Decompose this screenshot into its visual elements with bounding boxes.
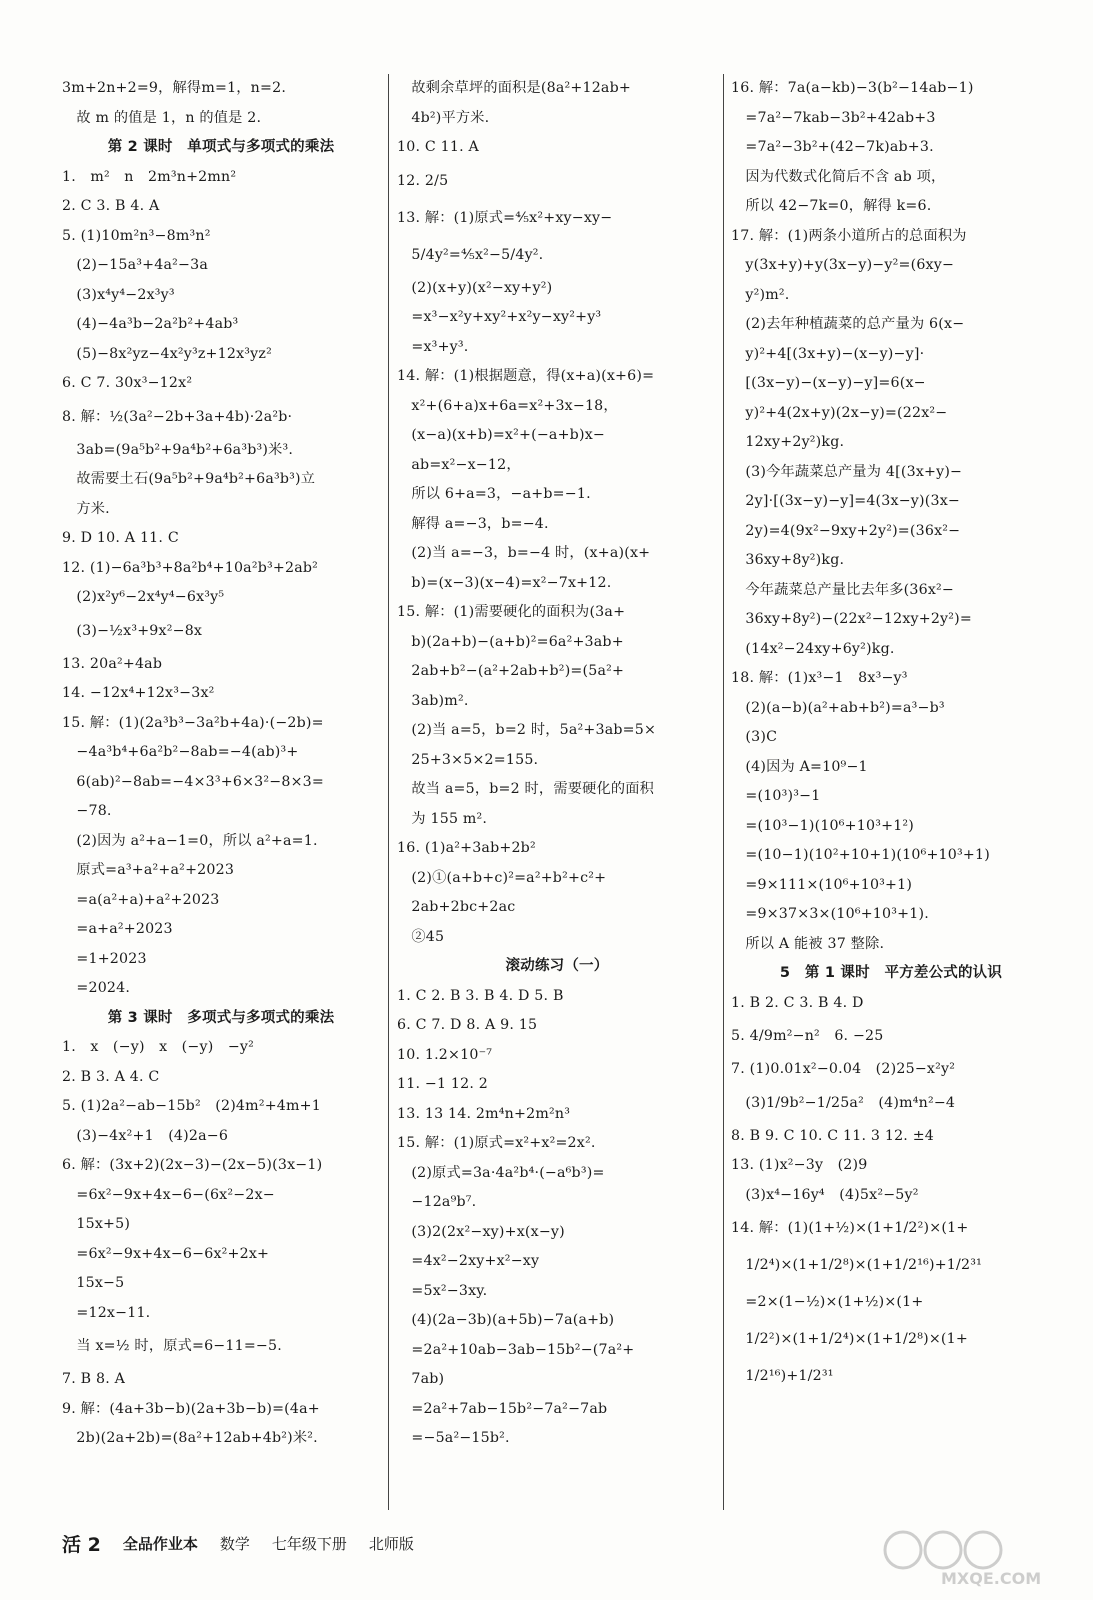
- edition-label: 北师版: [368, 1534, 414, 1553]
- section-heading: 5 第 1 课时 平方差公式的认识: [779, 965, 1003, 981]
- grade-label: 七年级下册: [271, 1534, 347, 1553]
- answer-line: y(3x+y)+y(3x−y)−y²=(6xy−: [731, 257, 955, 273]
- answer-line: =−5a²−15b².: [397, 1430, 510, 1446]
- answer-line: 故剩余草坪的面积是(8a²+12ab+: [397, 80, 631, 96]
- answer-column-3: [731, 74, 1051, 1395]
- answer-column-2: [397, 74, 717, 1454]
- answer-line: 3ab)m².: [397, 692, 469, 709]
- answer-line: (2)(x+y)(x²−xy+y²): [397, 279, 553, 296]
- answer-line: 8. B 9. C 10. C 11. 3 12. ±4: [731, 1127, 935, 1144]
- watermark-circle-icon: [965, 1532, 1001, 1568]
- answer-line: 5. (1)2a²−ab−15b² (2)4m²+4m+1: [62, 1098, 321, 1114]
- answer-line: 3ab=(9a⁵b²+9a⁴b²+6a³b³)米³.: [62, 441, 294, 458]
- answer-line: (3)−4x²+1 (4)2a−6: [62, 1127, 229, 1144]
- answer-line: =2024.: [62, 980, 131, 996]
- answer-line: 1. m² n 2m³n+2mn²: [62, 168, 237, 185]
- page-num: 2: [87, 1533, 101, 1556]
- answer-line: =9×37×3×(10⁶+10³+1).: [731, 906, 929, 922]
- answer-line: 12. 2/5: [397, 172, 449, 189]
- answer-line: (2)当 a=5，b=2 时，5a²+3ab=5×: [397, 722, 657, 738]
- section-heading: 第 3 课时 多项式与多项式的乘法: [107, 1009, 335, 1026]
- answer-line: 2. B 3. A 4. C: [62, 1068, 160, 1085]
- answer-line: (2)去年种植蔬菜的总产量为 6(x−: [731, 316, 965, 332]
- answer-line: 当 x=½ 时，原式=6−11=−5.: [62, 1338, 282, 1354]
- answer-line: =1+2023: [62, 950, 147, 967]
- answer-line: 2. C 3. B 4. A: [62, 198, 160, 214]
- answer-line: ②45: [397, 928, 445, 945]
- answer-line: 15. 解：(1)原式=x²+x²=2x².: [397, 1135, 596, 1151]
- answer-line: 1. B 2. C 3. B 4. D: [731, 994, 864, 1011]
- answer-line: 原式=a³+a²+a²+2023: [62, 862, 235, 878]
- answer-line: 36xy+8y²)kg.: [731, 552, 845, 568]
- answer-line: 12. (1)−6a³b³+8a²b⁴+10a²b³+2ab²: [62, 559, 319, 576]
- answer-line: x²+(6+a)x+6a=x²+3x−18，: [397, 397, 618, 414]
- answer-line: (3)今年蔬菜总产量为 4[(3x+y)−: [731, 463, 963, 480]
- answer-line: 方米.: [62, 500, 110, 517]
- answer-line: 3m+2n+2=9，解得m=1，n=2.: [62, 80, 287, 96]
- answer-line: (3)C: [731, 729, 778, 745]
- answer-line: 14. 解：(1)(1+½)×(1+1/2²)×(1+: [731, 1220, 969, 1236]
- answer-line: 25+3×5×2=155.: [397, 751, 539, 768]
- answer-line: (2)原式=3a·4a²b⁴·(−a⁶b³)=: [397, 1164, 605, 1181]
- answer-line: =9×111×(10⁶+10³+1): [731, 876, 913, 893]
- answer-line: (4)−4a³b−2a²b²+4ab³: [62, 316, 239, 332]
- answer-line: 2b)(2a+2b)=(8a²+12ab+4b²)米².: [62, 1430, 318, 1446]
- answer-line: (3)x⁴−16y⁴ (4)5x²−5y²: [731, 1186, 919, 1203]
- answer-line: 9. 解：(4a+3b−b)(2a+3b−b)=(4a+: [62, 1400, 320, 1417]
- answer-line: (x−a)(x+b)=x²+(−a+b)x−: [397, 427, 605, 443]
- answer-line: 36xy+8y²)−(22x²−12xy+2y²)=: [731, 611, 972, 627]
- answer-line: =(10−1)(10²+10+1)(10⁶+10³+1): [731, 847, 990, 863]
- answer-line: 1/2²)×(1+1/2⁴)×(1+1/2⁸)×(1+: [731, 1331, 968, 1347]
- answer-line: =7a²−7kab−3b²+42ab+3: [731, 109, 936, 126]
- answer-line: 10. C 11. A: [397, 139, 479, 155]
- answer-line: =2a²+10ab−3ab−15b²−(7a²+: [397, 1341, 635, 1358]
- answer-line: =(10³−1)(10⁶+10³+1²): [731, 817, 915, 834]
- column-divider: [723, 74, 724, 1510]
- answer-line: 13. 20a²+4ab: [62, 655, 163, 672]
- page-footer: [62, 1528, 414, 1558]
- answer-line: 所以 6+a=3，−a+b=−1.: [397, 486, 591, 502]
- answer-line: 13. 13 14. 2m⁴n+2m²n³: [397, 1105, 571, 1122]
- answer-line: 4b²)平方米.: [397, 109, 490, 126]
- answer-line: 12xy+2y²)kg.: [731, 434, 845, 450]
- answer-line: 2ab+2bc+2ac: [397, 899, 516, 915]
- answer-line: (3)2(2x²−xy)+x(x−y): [397, 1223, 565, 1240]
- answer-line: 5. 4/9m²−n² 6. −25: [731, 1028, 884, 1044]
- answer-line: 2ab+b²−(a²+2ab+b²)=(5a²+: [397, 663, 625, 679]
- answer-line: 故需要土石(9a⁵b²+9a⁴b²+6a³b³)立: [62, 471, 316, 487]
- answer-line: 15x+5): [62, 1216, 131, 1232]
- answer-line: 14. −12x⁴+12x³−3x²: [62, 685, 215, 701]
- answer-line: =x³+y³.: [397, 338, 469, 355]
- answer-line: 15x−5: [62, 1275, 125, 1291]
- answer-line: y²)m².: [731, 286, 790, 303]
- answer-line: =2a²+7ab−15b²−7a²−7ab: [397, 1400, 608, 1417]
- watermark-circle-icon: [885, 1532, 921, 1568]
- answer-line: 14. 解：(1)根据题意，得(x+a)(x+6)=: [397, 368, 655, 384]
- answer-line: =5x²−3xy.: [397, 1282, 488, 1299]
- answer-line: (14x²−24xy+6y²)kg.: [731, 640, 895, 657]
- answer-line: 6. C 7. 30x³−12x²: [62, 375, 193, 391]
- answer-line: (2)因为 a²+a−1=0，所以 a²+a=1.: [62, 832, 318, 849]
- answer-line: 故当 a=5，b=2 时，需要硬化的面积: [397, 781, 655, 797]
- answer-line: (2)−15a³+4a²−3a: [62, 257, 209, 273]
- answer-line: =4x²−2xy+x²−xy: [397, 1253, 540, 1269]
- answer-line: 15. 解：(1)(2a³b³−3a²b+4a)·(−2b)=: [62, 714, 324, 731]
- answer-line: [(3x−y)−(x−y)−y]=6(x−: [731, 375, 926, 391]
- answer-line: −4a³b⁴+6a²b²−8ab=−4(ab)³+: [62, 744, 299, 760]
- answer-line: b)=(x−3)(x−4)=x²−7x+12.: [397, 574, 612, 591]
- answer-line: =6x²−9x+4x−6−(6x²−2x−: [62, 1186, 275, 1203]
- answer-line: =a+a²+2023: [62, 921, 173, 937]
- answer-line: (2)(a−b)(a²+ab+b²)=a³−b³: [731, 699, 945, 716]
- answer-line: 今年蔬菜总产量比去年多(36x²−: [731, 581, 955, 598]
- answer-line: 17. 解：(1)两条小道所占的总面积为: [731, 227, 967, 244]
- answer-line: 16. (1)a²+3ab+2b²: [397, 840, 536, 856]
- watermark-circle-icon: [925, 1532, 961, 1568]
- section-heading: 滚动练习（一）: [505, 958, 609, 974]
- answer-line: (2)x²y⁶−2x⁴y⁴−6x³y⁵: [62, 589, 225, 605]
- answer-line: 13. (1)x²−3y (2)9: [731, 1157, 868, 1173]
- answer-line: =x³−x²y+xy²+x²y−xy²+y³: [397, 309, 602, 325]
- answer-line: 16. 解：7a(a−kb)−3(b²−14ab−1): [731, 80, 974, 96]
- answer-line: (3)1/9b²−1/25a² (4)m⁴n²−4: [731, 1094, 956, 1111]
- page-prefix: 活: [62, 1533, 82, 1556]
- watermark-text: MXQE.COM: [941, 1569, 1042, 1588]
- answer-line: ab=x²−x−12，: [397, 456, 521, 473]
- answer-line: =6x²−9x+4x−6−6x²+2x+: [62, 1245, 270, 1262]
- answer-line: 所以 42−7k=0，解得 k=6.: [731, 198, 932, 214]
- watermark-logo: [881, 1520, 1081, 1590]
- answer-line: 1. x (−y) x (−y) −y²: [62, 1039, 255, 1055]
- answer-line: 6(ab)²−8ab=−4×3³+6×3²−8×3=: [62, 773, 325, 790]
- subject-label: 数学: [219, 1534, 250, 1553]
- answer-line: 6. C 7. D 8. A 9. 15: [397, 1017, 538, 1033]
- answer-line: (4)(2a−3b)(a+5b)−7a(a+b): [397, 1312, 615, 1328]
- answer-line: 2y)=4(9x²−9xy+2y²)=(36x²−: [731, 522, 961, 539]
- answer-line: 因为代数式化简后不含 ab 项，: [731, 168, 946, 185]
- answer-line: y)²+4(2x+y)(2x−y)=(22x²−: [731, 404, 948, 421]
- book-title: 全品作业本: [122, 1534, 198, 1553]
- answer-line: 故 m 的值是 1，n 的值是 2.: [62, 109, 262, 126]
- answer-line: 所以 A 能被 37 整除.: [731, 935, 885, 952]
- answer-line: 6. 解：(3x+2)(2x−3)−(2x−5)(3x−1): [62, 1157, 323, 1173]
- answer-line: −78.: [62, 803, 112, 819]
- page-number: [62, 1530, 101, 1557]
- answer-line: (3)−½x³+9x²−8x: [62, 622, 203, 639]
- answer-column-1: [62, 74, 380, 1454]
- answer-line: =2×(1−½)×(1+½)×(1+: [731, 1294, 924, 1310]
- answer-line: (2)当 a=−3，b=−4 时，(x+a)(x+: [397, 545, 651, 561]
- answer-line: −12a⁹b⁷.: [397, 1194, 477, 1210]
- answer-line: 13. 解：(1)原式=⅘x²+xy−xy−: [397, 209, 613, 226]
- column-divider: [388, 74, 389, 1510]
- answer-line: 7. B 8. A: [62, 1371, 126, 1387]
- answer-line: b)(2a+b)−(a+b)²=6a²+3ab+: [397, 633, 624, 650]
- answer-line: y)²+4[(3x+y)−(x−y)−y]·: [731, 345, 925, 362]
- answer-line: 解得 a=−3，b=−4.: [397, 515, 549, 532]
- answer-line: 7. (1)0.01x²−0.04 (2)25−x²y²: [731, 1061, 956, 1077]
- answer-line: =a(a²+a)+a²+2023: [62, 891, 220, 908]
- answer-line: 1/2¹⁶)+1/2³¹: [731, 1368, 834, 1384]
- answer-line: (4)因为 A=10⁹−1: [731, 758, 868, 775]
- answer-line: 5. (1)10m²n³−8m³n²: [62, 227, 211, 244]
- answer-line: =12x−11.: [62, 1304, 151, 1321]
- answer-line: 为 155 m².: [397, 810, 488, 827]
- answer-line: 1. C 2. B 3. B 4. D 5. B: [397, 987, 564, 1004]
- answer-line: 1/2⁴)×(1+1/2⁸)×(1+1/2¹⁶)+1/2³¹: [731, 1257, 983, 1273]
- answer-line: 15. 解：(1)需要硬化的面积为(3a+: [397, 604, 626, 620]
- answer-line: 10. 1.2×10⁻⁷: [397, 1046, 493, 1063]
- answer-line: 8. 解：½(3a²−2b+3a+4b)·2a²b·: [62, 408, 293, 425]
- answer-line: 5/4y²=⅘x²−5/4y².: [397, 246, 544, 263]
- answer-line: (2)①(a+b+c)²=a²+b²+c²+: [397, 869, 607, 886]
- answer-line: (5)−8x²yz−4x²y³z+12x³yz²: [62, 345, 272, 362]
- answer-line: 9. D 10. A 11. C: [62, 530, 179, 546]
- answer-line: 18. 解：(1)x³−1 8x³−y³: [731, 670, 908, 686]
- answer-line: 11. −1 12. 2: [397, 1076, 488, 1092]
- answer-line: 2y]·[(3x−y)−y]=4(3x−y)(3x−: [731, 493, 961, 509]
- answer-line: (3)x⁴y⁴−2x³y³: [62, 286, 175, 303]
- section-heading: 第 2 课时 单项式与多项式的乘法: [107, 139, 335, 155]
- answer-line: =7a²−3b²+(42−7k)ab+3.: [731, 139, 934, 155]
- answer-line: 7ab): [397, 1371, 445, 1387]
- answer-line: =(10³)³−1: [731, 788, 821, 804]
